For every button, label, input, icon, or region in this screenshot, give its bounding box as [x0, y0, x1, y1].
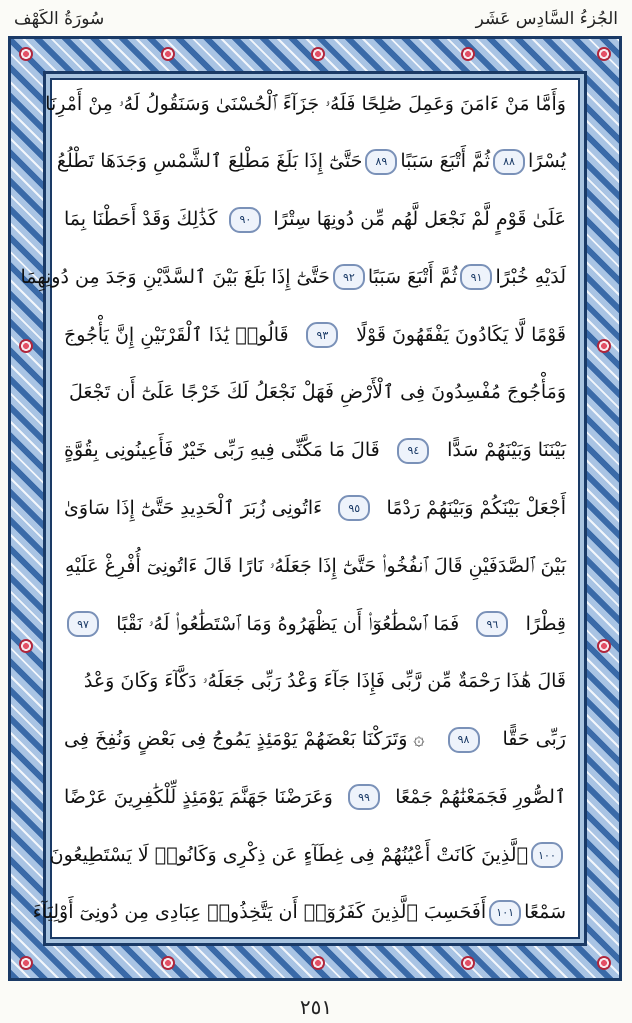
ayah-number-marker: ٩١ — [460, 264, 492, 290]
verse-text: ٱلَّذِينَ كَانَتْ أَعْيُنُهُمْ فِى غِطَآءٍ عَن ذِكْرِى وَكَانُوا۟ لَا يَسْتَطِيعُونَ — [49, 843, 528, 866]
corner-rosette-icon — [19, 956, 33, 970]
verse-text: قَوْمًا لَّا يَكَادُونَ يَفْقَهُونَ قَوْلًا — [356, 323, 566, 346]
verse-line — [64, 490, 566, 526]
verse-text: وَعَرَضْنَا جَهَنَّمَ يَوْمَئِذٍ لِّلْكَٰفِرِينَ عَرْضًا — [64, 785, 333, 808]
verse-line — [20, 259, 566, 295]
ayah-number-marker: ٩٧ — [67, 611, 99, 637]
ayah-number-marker: ٨٨ — [493, 149, 525, 175]
verse-text: وَمَأْجُوجَ مُفْسِدُونَ فِى ٱلْأَرْضِ فَهَلْ نَجْعَلُ لَكَ خَرْجًا عَلَىٰٓ أَن تَجْعَلَ — [69, 381, 566, 404]
verse-text: ثُمَّ أَتْبَعَ سَبَبًا — [367, 265, 458, 288]
verse-text: وَأَمَّا مَنْ ءَامَنَ وَعَمِلَ صَٰلِحًا فَلَهُۥ جَزَآءً ٱلْحُسْنَىٰ وَسَنَقُولُ لَهُۥ مِنْ أَمْرِنَا — [45, 92, 566, 115]
verse-text: قَالُوا۟ يَٰذَا ٱلْقَرْنَيْنِ إِنَّ يَأْجُوجَ — [64, 323, 289, 346]
verse-line — [56, 144, 566, 180]
verse-text: بَيْنَ ٱلصَّدَفَيْنِ قَالَ ٱنفُخُوا۟ حَتَّىٰٓ إِذَا جَعَلَهُۥ نَارًا قَالَ ءَاتُونِىٓ أُفْرِغْ عَلَيْهِ — [65, 554, 566, 577]
ayah-number-marker: ٩٣ — [306, 322, 338, 348]
verse-line — [64, 548, 566, 584]
verse-text: حَتَّىٰٓ إِذَا بَلَغَ بَيْنَ ٱلسَّدَّيْنِ وَجَدَ مِن دُونِهِمَا — [20, 265, 330, 288]
text-panel — [20, 78, 580, 939]
ayah-number-marker: ١٠٠ — [531, 842, 563, 868]
verse-text: ءَاتُونِى زُبَرَ ٱلْحَدِيدِ حَتَّىٰٓ إِذَا سَاوَىٰ — [64, 496, 323, 519]
verse-text: لَدَيْهِ خُبْرًا — [495, 265, 566, 288]
corner-rosette-icon — [19, 47, 33, 61]
verse-text: حَتَّىٰٓ إِذَا بَلَغَ مَطْلِعَ ٱلشَّمْسِ وَجَدَهَا تَطْلُعُ — [56, 150, 363, 173]
verse-text: عَلَىٰ قَوْمٍ لَّمْ نَجْعَل لَّهُم مِّن دُونِهَا سِتْرًا — [273, 208, 566, 231]
ayah-number-marker: ٩٨ — [448, 727, 480, 753]
border-rosette-icon — [161, 47, 175, 61]
ayah-number-marker: ٩٤ — [397, 438, 429, 464]
border-rosette-icon — [311, 956, 325, 970]
surah-title: سُورَةُ الكَهْف — [14, 9, 105, 29]
border-rosette-icon — [19, 639, 33, 653]
ayah-number-marker: ٩٥ — [338, 495, 370, 521]
ayah-number-marker: ٨٩ — [365, 149, 397, 175]
verse-text: ثُمَّ أَتْبَعَ سَبَبًا — [400, 150, 490, 173]
page-header — [14, 4, 618, 34]
ayah-number-marker: ٩٩ — [348, 784, 380, 810]
verse-text: ٱلصُّورِ فَجَمَعْنَٰهُمْ جَمْعًا — [395, 785, 566, 808]
corner-rosette-icon — [597, 47, 611, 61]
ayah-number-marker: ٩٠ — [229, 207, 261, 233]
verse-text: أَجْعَلْ بَيْنَكُمْ وَبَيْنَهُمْ رَدْمًا — [386, 496, 566, 519]
verse-text: كَذَٰلِكَ وَقَدْ أَحَطْنَا بِمَا — [64, 208, 218, 231]
ayah-number-marker: ٩٦ — [476, 611, 508, 637]
verse-line — [45, 86, 566, 122]
verse-text: بَيْنَنَا وَبَيْنَهُمْ سَدًّا — [447, 439, 566, 462]
verse-line — [64, 317, 566, 353]
verse-text: قَالَ هَٰذَا رَحْمَةٌ مِّن رَّبِّى فَإِذَا جَآءَ وَعْدُ رَبِّى جَعَلَهُۥ دَكَّآءَ وَكَانَ وَعْدُ — [83, 670, 566, 693]
page-number: ٢٥١ — [299, 995, 333, 1019]
verse-line — [64, 722, 566, 758]
verse-text: رَبِّى حَقًّا — [502, 728, 566, 751]
verse-line — [64, 779, 566, 815]
quran-text — [20, 86, 566, 931]
ayah-number-marker: ٩٢ — [333, 264, 365, 290]
verse-text: قَالَ مَا مَكَّنِّى فِيهِ رَبِّى خَيْرٌ فَأَعِينُونِى بِقُوَّةٍ — [64, 439, 380, 462]
frame-inner-border — [20, 71, 587, 946]
juz-title: الجُزءُ السَّادِس عَشَر — [475, 9, 618, 29]
border-rosette-icon — [161, 956, 175, 970]
verse-line — [64, 375, 566, 411]
verse-text: ۞ وَتَرَكْنَا بَعْضَهُمْ يَوْمَئِذٍ يَمُوجُ فِى بَعْضٍ وَنُفِخَ فِى — [64, 728, 425, 751]
border-rosette-icon — [597, 339, 611, 353]
verse-line — [32, 895, 566, 931]
verse-text: يُسْرًا — [528, 150, 566, 173]
verse-line — [64, 202, 566, 238]
verse-text: فَمَا ٱسْطَٰعُوٓا۟ أَن يَظْهَرُوهُ وَمَا ٱسْتَطَٰعُوا۟ لَهُۥ نَقْبًا — [116, 612, 460, 635]
verse-line — [64, 664, 566, 700]
verse-text: أَفَحَسِبَ ٱلَّذِينَ كَفَرُوٓا۟ أَن يَتَّخِذُوا۟ عِبَادِى مِن دُونِىٓ أَوْلِيَآءَ — [32, 901, 487, 924]
ornamental-frame — [8, 36, 622, 981]
border-rosette-icon — [597, 639, 611, 653]
verse-line — [64, 433, 566, 469]
verse-text: قِطْرًا — [525, 612, 566, 635]
verse-line — [64, 606, 566, 642]
ayah-number-marker: ١٠١ — [489, 900, 521, 926]
verse-text: سَمْعًا — [524, 901, 566, 924]
border-rosette-icon — [461, 47, 475, 61]
verse-line — [49, 837, 566, 873]
border-rosette-icon — [19, 339, 33, 353]
corner-rosette-icon — [597, 956, 611, 970]
border-rosette-icon — [311, 47, 325, 61]
border-rosette-icon — [461, 956, 475, 970]
